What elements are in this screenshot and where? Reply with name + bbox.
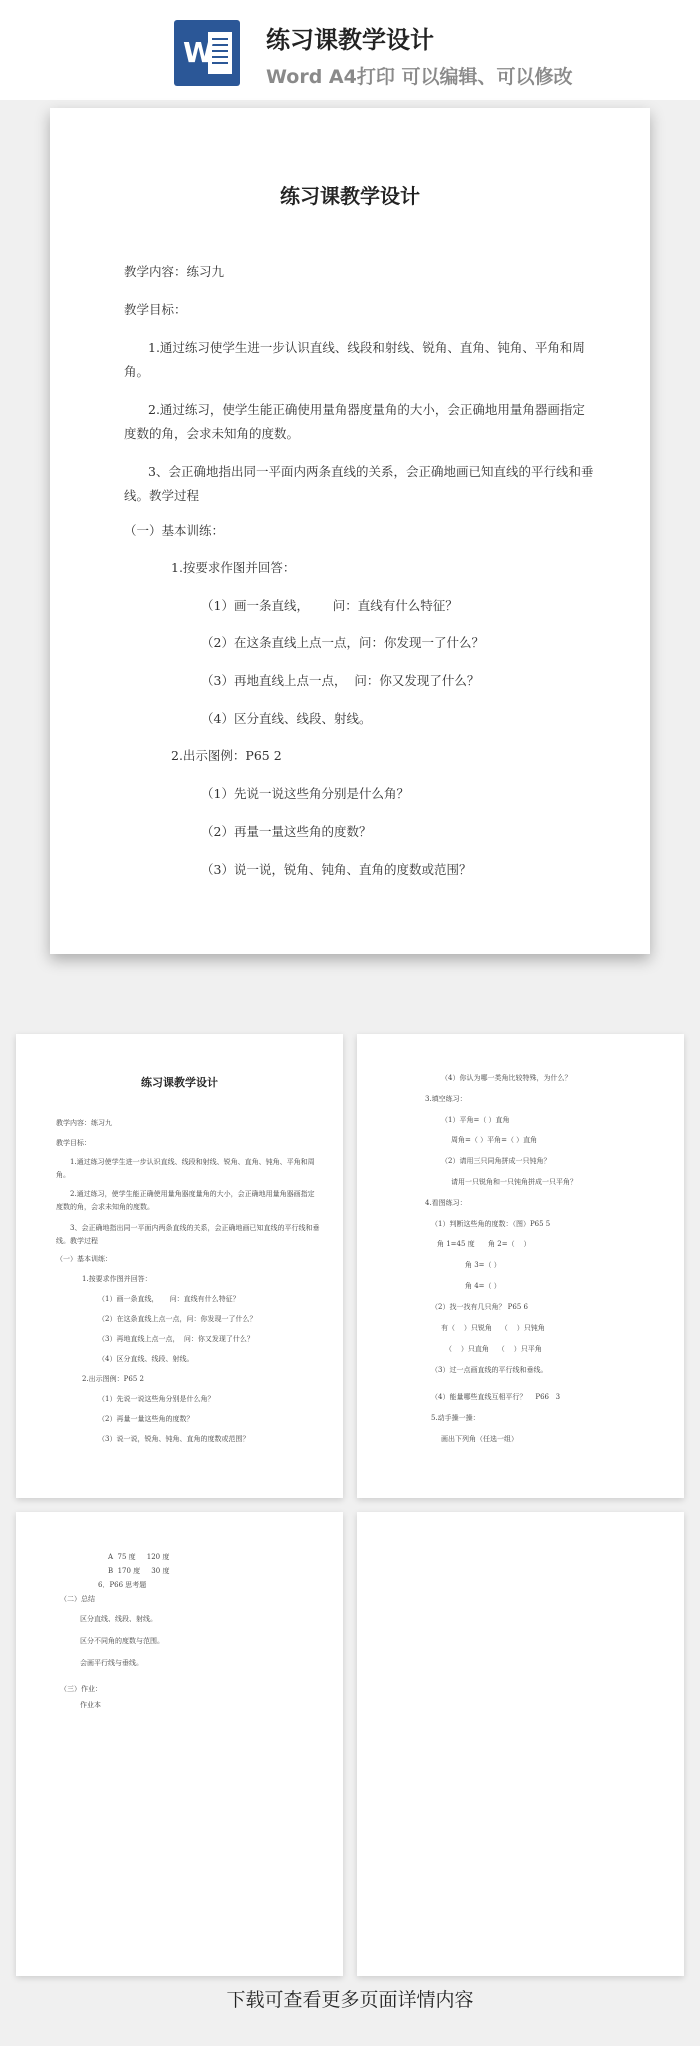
thumbnail-line: （2）再量一量这些角的度数？ (98, 1415, 194, 1423)
thumbnail-line: 区分直线、线段、射线。 (80, 1615, 157, 1623)
thumbnail-line: （3）说一说，锐角、钝角、直角的度数或范围？ (98, 1435, 250, 1443)
content-line: （1）先说一说这些角分别是什么角？ (201, 786, 409, 801)
thumbnail-line: 角。 (56, 1171, 70, 1179)
word-letter: W (183, 36, 214, 69)
thumbnail-line: 2.通过练习，使学生能正确使用量角器度量角的大小，会正确地用量角器画指定 (70, 1190, 315, 1198)
thumbnail-line: （1）平角=（ ）直角 (441, 1116, 510, 1124)
content-line: （1）画一条直线， 问：直线有什么特征？ (201, 598, 458, 613)
page-thumbnail-2[interactable] (357, 1034, 684, 1498)
thumbnail-line: 1.通过练习使学生进一步认识直线、线段和射线、锐角、直角、钝角、平角和周 (70, 1158, 315, 1166)
content-line: 教学目标： (124, 302, 187, 317)
content-line: （一）基本训练： (124, 523, 225, 538)
thumbnail-line: （一）基本训练： (56, 1255, 112, 1263)
content-line: 2.出示图例：P65 2 (171, 748, 282, 763)
content-line: （3）再地直线上点一点， 问：你又发现了什么？ (201, 673, 480, 688)
thumbnail-line: （1）先说一说这些角分别是什么角？ (98, 1395, 215, 1403)
thumbnail-line: 2.出示图例：P65 2 (82, 1375, 144, 1383)
thumbnail-line: 作业本 (80, 1701, 101, 1709)
thumbnail-line: 1.按要求作图并回答： (82, 1275, 152, 1283)
thumbnail-line: （三）作业： (60, 1685, 102, 1693)
thumbnail-line: 角 3=（ ） (465, 1261, 501, 1269)
thumbnail-line: 教学内容：练习九 (56, 1119, 112, 1127)
content-line: 教学内容：练习九 (124, 264, 225, 279)
content-line: 1.通过练习使学生进一步认识直线、线段和射线、锐角、直角、钝角、平角和周 (148, 340, 585, 355)
more-pages-link[interactable]: 下载可查看更多页面详情内容 (226, 1989, 474, 2011)
content-line: 2.通过练习，使学生能正确使用量角器度量角的大小，会正确地用量角器画指定 (148, 402, 585, 417)
content-line: （4）区分直线、线段、射线。 (201, 711, 372, 726)
thumbnail-line: 区分不同角的度数与范围。 (80, 1637, 164, 1645)
thumbnail-line: B 170 度 30 度 (108, 1567, 170, 1575)
thumbnail-line: 画出下列角（任选一组） (441, 1435, 518, 1443)
thumbnail-line: （2）找一找有几只角？ P65 6 (431, 1303, 528, 1311)
page-preview-main (50, 108, 650, 954)
thumbnail-line: （4）能量哪些直线互相平行？ P66 3 (431, 1393, 561, 1401)
header-banner (0, 0, 700, 100)
content-line: （2）在这条直线上点一点，问：你发现一了什么？ (201, 635, 484, 650)
thumbnail-line: （3）过一点画直线的平行线和垂线。 (431, 1366, 548, 1374)
thumbnail-line: 会画平行线与垂线。 (80, 1659, 143, 1667)
page-thumbnail-4[interactable] (357, 1512, 684, 1976)
page-thumbnail-1[interactable] (16, 1034, 343, 1498)
thumbnail-line: 6．P66 思考题 (98, 1581, 147, 1589)
thumbnail-title: 练习课教学设计 (141, 1076, 218, 1089)
thumbnail-line: （4）区分直线、线段、射线。 (98, 1355, 194, 1363)
thumbnail-line: 角 1=45 度 角 2=（ ） (437, 1240, 531, 1248)
content-line: 3、会正确地指出同一平面内两条直线的关系，会正确地画已知直线的平行线和垂 (148, 464, 594, 479)
thumbnail-line: （1）判断这些角的度数：（图）P65 5 (431, 1220, 551, 1228)
document-title: 练习课教学设计 (266, 26, 434, 54)
word-icon (174, 20, 240, 86)
thumbnail-line: A 75 度 120 度 (108, 1553, 170, 1561)
thumbnail-line: （1）画一条直线， 问：直线有什么特征？ (98, 1295, 240, 1303)
document-subtitle: Word A4打印 可以编辑、可以修改 (266, 66, 573, 88)
content-line: 1.按要求作图并回答： (171, 560, 296, 575)
thumbnail-line: （2）请用三只同角拼成一只钝角？ (441, 1157, 551, 1165)
content-line: （3）说一说，锐角、钝角、直角的度数或范围？ (201, 862, 472, 877)
content-line: 度数的角，会求未知角的度数。 (124, 426, 300, 441)
thumbnail-line: （3）再地直线上点一点， 问：你又发现了什么？ (98, 1335, 254, 1343)
page-thumbnail-3[interactable] (16, 1512, 343, 1976)
content-line: 角。 (124, 364, 150, 379)
page-title: 练习课教学设计 (280, 184, 420, 208)
thumbnail-line: 线。教学过程 (56, 1237, 98, 1245)
thumbnail-line: 3、会正确地指出同一平面内两条直线的关系，会正确地画已知直线的平行线和垂 (70, 1224, 320, 1232)
thumbnail-line: （二）总结 (60, 1595, 95, 1603)
thumbnail-line: （4）你认为哪一类角比较特殊，为什么？ (441, 1074, 572, 1082)
thumbnail-line: 请用一只锐角和一只钝角拼成一只平角？ (451, 1178, 577, 1186)
thumbnail-line: 5.动手操一操： (431, 1414, 480, 1422)
thumbnail-line: （ ）只直角 （ ）只平角 (445, 1345, 542, 1353)
thumbnail-line: 周角=（ ）平角=（ ）直角 (451, 1136, 538, 1144)
thumbnail-line: 3.填空练习： (425, 1095, 467, 1103)
thumbnail-line: 4.看图练习： (425, 1199, 467, 1207)
thumbnail-line: 教学目标： (56, 1139, 91, 1147)
content-line: 线。教学过程 (124, 488, 200, 503)
thumbnail-line: （2）在这条直线上点一点，问：你发现一了什么？ (98, 1315, 257, 1323)
thumbnail-line: 度数的角，会求未知角的度数。 (56, 1203, 154, 1211)
thumbnail-line: 有（ ）只锐角 （ ）只钝角 (441, 1324, 545, 1332)
thumbnail-line: 角 4=（ ） (465, 1282, 501, 1290)
content-line: （2）再量一量这些角的度数？ (201, 824, 372, 839)
